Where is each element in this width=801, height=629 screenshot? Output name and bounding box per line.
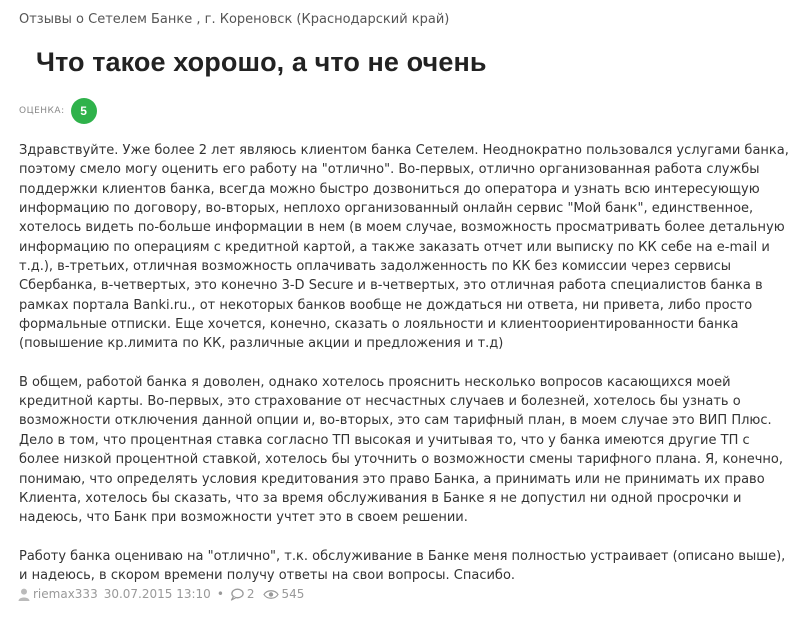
rating-label: ОЦЕНКА:	[19, 106, 65, 116]
rating-badge: 5	[71, 98, 97, 124]
review-body	[19, 141, 789, 604]
comment-icon[interactable]	[230, 588, 244, 601]
user-icon	[18, 588, 30, 601]
eye-icon	[263, 589, 279, 600]
review-date: 30.07.2015 13:10	[103, 587, 211, 601]
review-title: Что такое хорошо, а что не очень	[36, 47, 487, 77]
meta-separator: •	[216, 587, 224, 601]
review-paragraph: Здравствуйте. Уже более 2 лет являюсь клиентом банка Сетелем. Неоднократно пользовался услугами банка, поэтому смело могу оценить его работу на "отлично". Во-первых, отлично организованная работа службы поддержки клиентов банка, всегда можно быстро дозвониться до оператора и узнать всю интересующую информацию по договору, во-вторых, неплохо организованный онлайн сервис "Мой банк", единственное, хотелось видеть по-больше информации в нем (в моем случае, возможность просматривать более детальную информацию по операциям с кредитной картой, а также заказать отчет или выписку по КК себе на e-mail и т.д.), в-третьих, отличная возможность оплачивать задолженность по КК без комиссии через сервисы Сбербанка, в-четвертых, это конечно 3-D Secure и в-четвертых, это отличная работа специалистов банка в рамках портала Banki.ru., от некоторых банков вообще не дождаться ни ответа, ни привета, либо просто формальные отписки. Еще хочется, конечно, сказать о лояльности и клиентоориентированности банка (повышение кр.лимита по КК, различные акции и предложения и т.д)	[19, 143, 789, 352]
views-count: 545	[281, 587, 305, 601]
review-paragraph: Работу банка оцениваю на "отлично", т.к. обслуживание в Банке меня полностью устраивает (описано выше), и надеюсь, в скором времени получу ответы на свои вопросы. Спасибо.	[19, 548, 786, 583]
review-paragraph: В общем, работой банка я доволен, однако хотелось прояснить несколько вопросов касающихся моей кредитной карты. Во-первых, это страхование от несчастных случаев и болезней, хотелось бы узнать о возможности отключения данной опции и, во-вторых, это сам тарифный план, в моем случае это ВИП Плюс. Дело в том, что процентная ставка согласно ТП высокая и учитывая то, что у банка имеются другие ТП с более низкой процентной ставкой, хотелось бы уточнить о возможности смены тарифного плана. Я, конечно, понимаю, что определять условия кредитования это право Банка, а принимать или не принимать их право Клиента, хотелось бы сказать, что за время обслуживания в Банке я не допустил ни одной просрочки и надеюсь, что Банк при возможности учтет это в своем решении.	[19, 374, 784, 526]
breadcrumb[interactable]: Отзывы о Сетелем Банке , г. Кореновск (Краснодарский край)	[19, 12, 450, 27]
author-link[interactable]: riemax333	[33, 587, 98, 601]
rating	[19, 98, 97, 124]
review-meta	[18, 587, 304, 601]
comments-count[interactable]: 2	[246, 587, 255, 601]
